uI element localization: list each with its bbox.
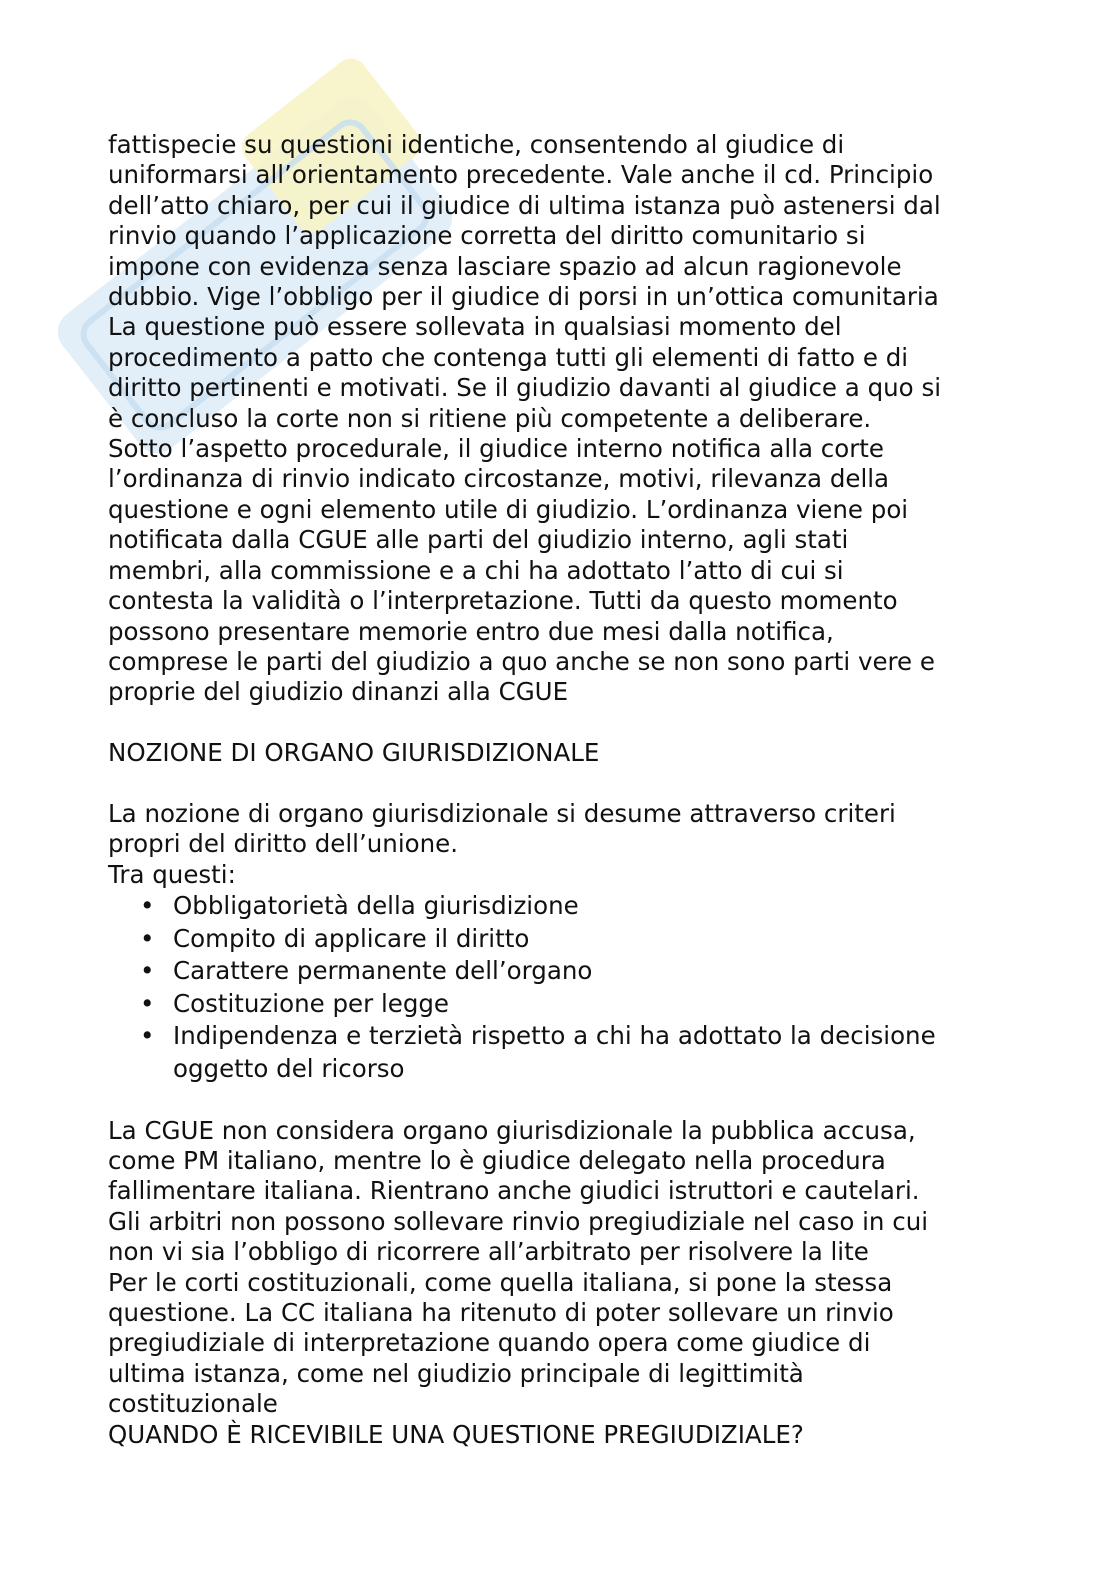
spacer (108, 769, 1008, 799)
text-line: rinvio quando l’applicazione corretta del diritto comunitario si (108, 221, 866, 251)
text-line: fallimentare italiana. Rientrano anche giudici istruttori e cautelari. (108, 1176, 920, 1206)
list-item-text: Compito di applicare il diritto (173, 923, 530, 953)
text-line: come PM italiano, mentre lo è giudice delegato nella procedura (108, 1145, 886, 1175)
list-item-text: Indipendenza e terzietà rispetto a chi ha adottato la decisione (173, 1021, 936, 1051)
text-line: comprese le parti del giudizio a quo anche se non sono parti vere e (108, 646, 935, 676)
criteria-list (108, 890, 1008, 1085)
bullet-icon: • (140, 1021, 155, 1051)
text-line: fattispecie su questioni identiche, consentendo al giudice di (108, 130, 845, 159)
paragraph-1 (108, 130, 1008, 708)
text-line: membri, alla commissione e a chi ha adottato l’atto di cui si (108, 555, 844, 585)
text-line: pregiudiziale di interpretazione quando opera come giudice di (108, 1328, 871, 1358)
list-item-text: Obbligatorietà della giurisdizione (173, 891, 579, 921)
spacer (108, 1085, 1008, 1115)
text-line: diritto pertinenti e motivati. Se il giudizio davanti al giudice a quo si (108, 373, 942, 403)
list-item (140, 955, 1008, 988)
section-heading: NOZIONE DI ORGANO GIURISDIZIONALE (108, 738, 600, 768)
text-line: propri del diritto dell’unione. (108, 829, 459, 859)
text-line: La questione può essere sollevata in qualsiasi momento del (108, 312, 842, 342)
text-line: procedimento a patto che contenga tutti gli elementi di fatto e di (108, 342, 909, 372)
bullet-icon: • (140, 923, 155, 953)
section-heading: QUANDO È RICEVIBILE UNA QUESTIONE PREGIUDIZIALE? (108, 1419, 804, 1449)
text-line: questione e ogni elemento utile di giudizio. L’ordinanza viene poi (108, 494, 909, 524)
paragraph-2 (108, 799, 1008, 890)
text-line: uniformarsi all’orientamento precedente. Vale anche il cd. Principio (108, 160, 934, 190)
text-line: dell’atto chiaro, per cui il giudice di ultima istanza può astenersi dal (108, 190, 941, 220)
text-line: Gli arbitri non possono sollevare rinvio pregiudiziale nel caso in cui (108, 1206, 929, 1236)
text-line: Tra questi: (108, 859, 236, 889)
document-page (108, 130, 1008, 1450)
list-item-text: Costituzione per legge (173, 988, 449, 1018)
list-item-text-continued: oggetto del ricorso (173, 1053, 405, 1083)
text-line: costituzionale (108, 1389, 278, 1419)
text-line: impone con evidenza senza lasciare spazio ad alcun ragionevole (108, 251, 902, 281)
text-line: contesta la validità o l’interpretazione. Tutti da questo momento (108, 586, 898, 616)
text-line: La CGUE non considera organo giurisdizionale la pubblica accusa, (108, 1115, 916, 1145)
bullet-icon: • (140, 988, 155, 1018)
text-line: proprie del giudizio dinanzi alla CGUE (108, 677, 569, 707)
spacer (108, 708, 1008, 738)
list-item-text: Carattere permanente dell’organo (173, 956, 593, 986)
text-line: è concluso la corte non si ritiene più competente a deliberare. (108, 403, 872, 433)
text-line: Per le corti costituzionali, come quella italiana, si pone la stessa (108, 1267, 893, 1297)
text-line: Sotto l’aspetto procedurale, il giudice interno notifica alla corte (108, 434, 884, 464)
text-line: possono presentare memorie entro due mesi dalla notifica, (108, 616, 834, 646)
text-line: questione. La CC italiana ha ritenuto di poter sollevare un rinvio (108, 1297, 894, 1327)
bullet-icon: • (140, 956, 155, 986)
text-line: notificata dalla CGUE alle parti del giudizio interno, agli stati (108, 525, 849, 555)
text-line: La nozione di organo giurisdizionale si desume attraverso criteri (108, 798, 896, 828)
list-item (140, 890, 1008, 923)
text-line: dubbio. Vige l’obbligo per il giudice di porsi in un’ottica comunitaria (108, 282, 939, 312)
list-item (140, 988, 1008, 1021)
text-line: ultima istanza, come nel giudizio principale di legittimità (108, 1358, 804, 1388)
list-item (140, 1020, 1008, 1085)
list-item (140, 923, 1008, 956)
paragraph-3 (108, 1116, 1008, 1420)
bullet-icon: • (140, 891, 155, 921)
text-line: l’ordinanza di rinvio indicato circostanze, motivi, rilevanza della (108, 464, 890, 494)
text-line: non vi sia l’obbligo di ricorrere all’arbitrato per risolvere la lite (108, 1237, 869, 1267)
